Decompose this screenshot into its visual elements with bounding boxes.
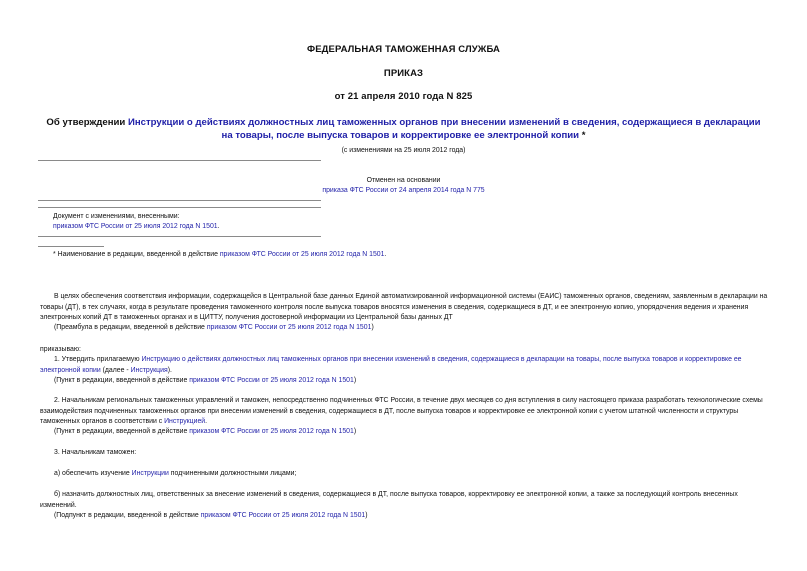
item-3a: а) обеспечить изучение Инструкции подчиненными должностными лицами; [54, 470, 297, 477]
title-prefix: Об утверждении [46, 117, 128, 128]
item-2-note-link[interactable]: приказом ФТС России от 25 июля 2012 года N 1501 [189, 428, 354, 435]
item-2-note: (Пункт в редакции, введенной в действие приказом ФТС России от 25 июля 2012 года N 1501) [54, 428, 357, 435]
agency-name: ФЕДЕРАЛЬНАЯ ТАМОЖЕННАЯ СЛУЖБА [307, 44, 500, 55]
item-1-note: (Пункт в редакции, введенной в действие приказом ФТС России от 25 июля 2012 года N 1501) [54, 377, 357, 384]
item-1-instruction-link[interactable]: Инструкцию о действиях должностных лиц таможенных органов при внесении изменений в сведения, содержащиеся в декларации на товары, после выпуска товаров и корректировке ее электронной копии [40, 356, 742, 374]
title-instruction-link[interactable]: Инструкции о действиях должностных лиц таможенных органов при внесении изменений в сведения, содержащиеся в декларации на товары, после выпуска товаров и корректировке ее электронной копии [127, 117, 761, 141]
item-3b-note: (Подпункт в редакции, введенной в действие приказом ФТС России от 25 июля 2012 года N 1501) [54, 512, 368, 519]
divider [38, 236, 321, 237]
footnote-divider [38, 246, 104, 247]
item-2: 2. Начальникам региональных таможенных управлений и таможен, непосредственно подчиненных ФТС России, в течение двух месяцев со дня вступления в силу настоящего приказа разработать технологические схемы взаимодействия подчиненных таможенных органов при внесении изменений в сведения, содержащиеся в ДТ, после выпуска товаров и корректировке ее электронной копии с учетом штатной численности и структуры таможенных органов в соответствии с Инструкцией. [40, 397, 763, 425]
divider [38, 207, 321, 208]
item-3b-note-link[interactable]: приказом ФТС России от 25 июля 2012 года N 1501 [200, 512, 366, 519]
preamble-text: В целях обеспечения соответствия информации, содержащейся в Центральной базе данных Единой автоматизированной информационной системы (ЕАИС) таможенных органов, сведениям, заявленным в декларации на товары (ДТ), в тех случаях, когда в результате проведения таможенного контроля после выпуска товаров вносятся изменения в сведения, содержащиеся в ДТ, и ее электронную копию, упорядочения ведения и хранения электронных копий ДТ в таможенных органах и в ЦИТТУ, получения достоверной информации из Центральной базы данных ДТ [40, 293, 768, 321]
amendment-note: (с изменениями на 25 июля 2012 года) [341, 147, 466, 154]
order-word: приказываю: [40, 346, 81, 353]
footnote: * Наименование в редакции, введенной в действие приказом ФТС России от 25 июля 2012 года N 1501. [53, 251, 387, 258]
doc-date-number: от 21 апреля 2010 года N 825 [334, 91, 473, 102]
title-suffix: * [579, 130, 586, 141]
item-1: 1. Утвердить прилагаемую Инструкцию о действиях должностных лиц таможенных органов при внесении изменений в сведения, содержащиеся в декларации на товары, после выпуска товаров и корректировке ее электронной копии (далее - Инструкция). [40, 356, 742, 374]
preamble-note: (Преамбула в редакции, введенной в действие приказом ФТС России от 25 июля 2012 года N 1501) [54, 324, 374, 331]
item-3: 3. Начальникам таможен: [54, 449, 137, 456]
changes-order-link[interactable]: приказом ФТС России от 25 июля 2012 года N 1501 [53, 223, 218, 230]
footnote-order-link[interactable]: приказом ФТС России от 25 июля 2012 года N 1501 [219, 251, 385, 258]
item-3b: б) назначить должностных лиц, ответственных за внесение изменений в сведения, содержащиеся в ДТ, после выпуска товаров, корректировку ее электронной копии, а также за последующий контроль внесенных изменений. [40, 491, 738, 509]
item-1-note-link[interactable]: приказом ФТС России от 25 июля 2012 года N 1501 [189, 377, 354, 384]
divider [38, 200, 321, 201]
item-1-instruction-short-link[interactable]: Инструкция [130, 366, 168, 374]
repeal-order-link[interactable]: приказа ФТС России от 24 апреля 2014 года N 775 [322, 187, 485, 194]
item-3a-instruction-link[interactable]: Инструкции [131, 470, 169, 477]
item-2-instruction-link[interactable]: Инструкцией [164, 418, 206, 425]
repeal-label: Отменен на основании [366, 177, 441, 184]
preamble-note-link[interactable]: приказом ФТС России от 25 июля 2012 года N 1501 [206, 324, 372, 331]
divider [38, 160, 321, 161]
doc-type: ПРИКАЗ [383, 68, 424, 79]
changes-line: приказом ФТС России от 25 июля 2012 года N 1501. [53, 223, 220, 230]
changes-label: Документ с изменениями, внесенными: [53, 213, 180, 220]
document-title [40, 116, 767, 142]
